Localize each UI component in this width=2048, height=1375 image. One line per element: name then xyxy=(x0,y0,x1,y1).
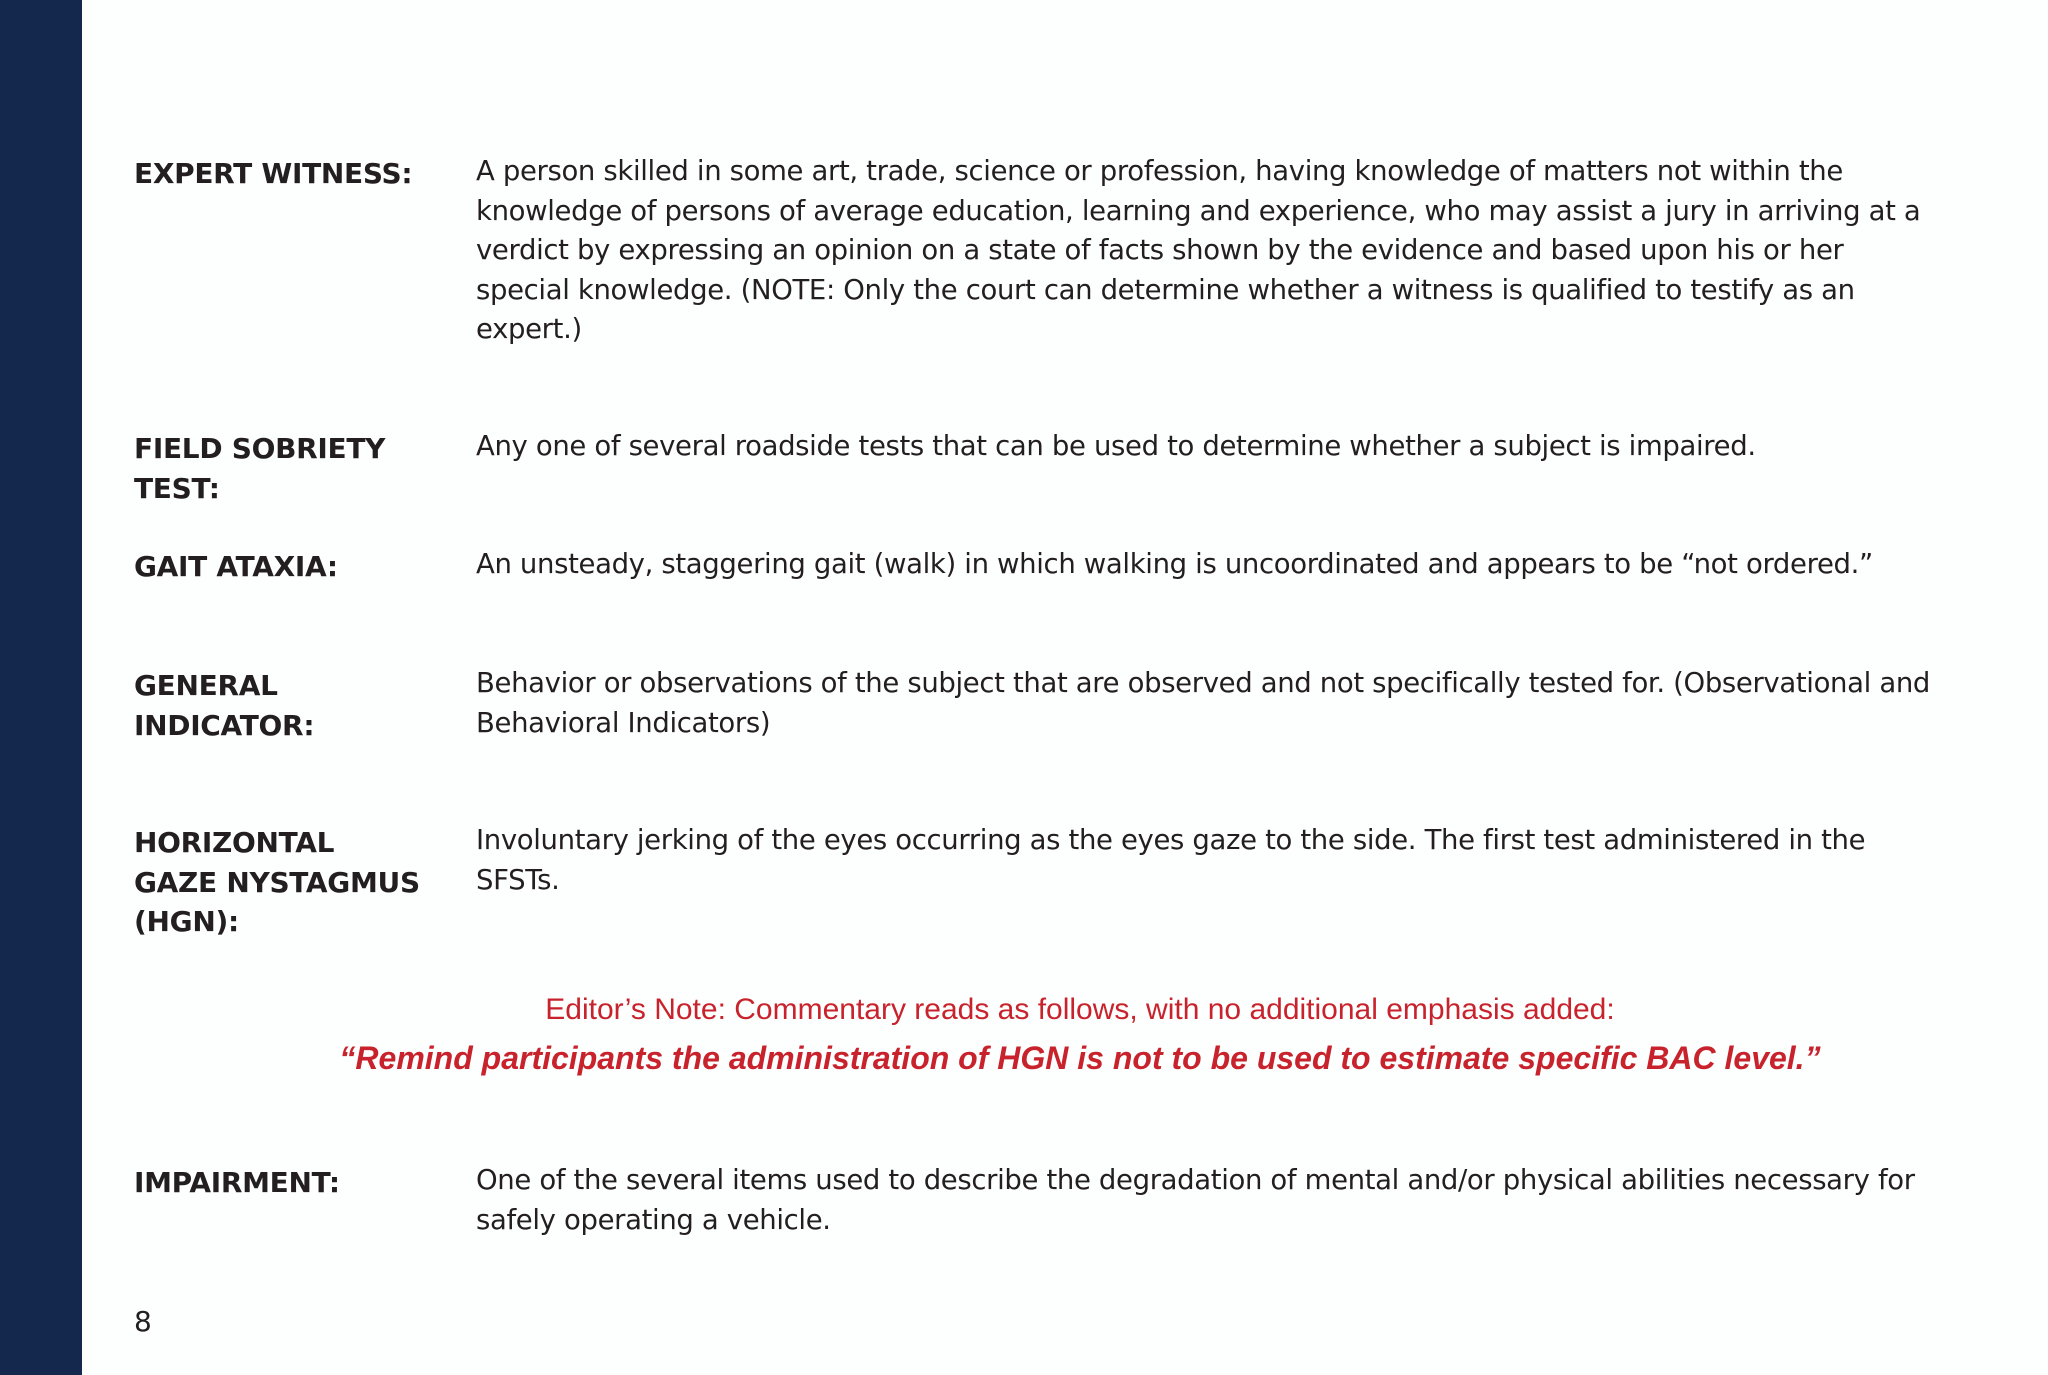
term-horizontal-gaze-nystagmus: HORIZONTAL GAZE NYSTAGMUS (HGN): xyxy=(134,826,420,938)
definition-general-indicator: Behavior or observations of the subject that are observed and not specifically tested for. (Observational and Behavioral Indicators) xyxy=(476,667,1931,739)
term-impairment: IMPAIRMENT: xyxy=(134,1166,340,1199)
page-number: 8 xyxy=(134,1305,152,1338)
definition-expert-witness: A person skilled in some art, trade, science or profession, having knowledge of matters not within the knowledge of persons of average education, learning and experience, who may assist a jury in arriving at a verdict by expressing an opinion on a state of facts shown by the evidence and based upon his or her special knowledge. (NOTE: Only the court can determine whether a witness is qualified to testify as an expert.) xyxy=(476,155,1921,345)
term-gait-ataxia: GAIT ATAXIA: xyxy=(134,550,338,583)
definition-horizontal-gaze-nystagmus: Involuntary jerking of the eyes occurring as the eyes gaze to the side. The first test administered in the SFSTs. xyxy=(476,824,1866,896)
definition-gait-ataxia: An unsteady, staggering gait (walk) in which walking is uncoordinated and appears to be “not ordered.” xyxy=(476,548,1873,580)
side-color-band xyxy=(0,0,82,1375)
definition-field-sobriety-test: Any one of several roadside tests that can be used to determine whether a subject is impaired. xyxy=(476,430,1756,462)
editor-note-intro: Editor’s Note: Commentary reads as follows, with no additional emphasis added: xyxy=(545,993,1615,1026)
definition-impairment: One of the several items used to describe the degradation of mental and/or physical abilities necessary for safely operating a vehicle. xyxy=(476,1164,1915,1236)
term-expert-witness: EXPERT WITNESS: xyxy=(134,157,413,190)
term-field-sobriety-test: FIELD SOBRIETY TEST: xyxy=(134,432,386,505)
editor-note-quote: “Remind participants the administration of HGN is not to be used to estimate specific BAC level.” xyxy=(339,1040,1821,1076)
term-general-indicator: GENERAL INDICATOR: xyxy=(134,669,315,742)
